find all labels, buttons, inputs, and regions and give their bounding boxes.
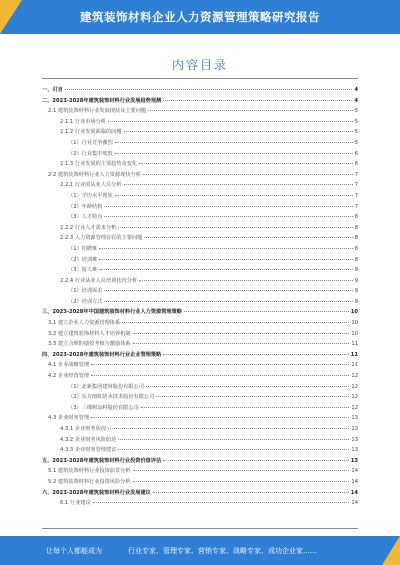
toc-entry-text: 2.2.4 行业从业人员培训状况分析 <box>60 277 138 284</box>
toc-leader-dots <box>148 110 353 111</box>
toc-leader-dots <box>118 449 349 450</box>
toc-heading: 内容目录 <box>171 58 228 72</box>
toc-leader-dots <box>133 333 350 334</box>
toc-entry[interactable] <box>42 128 358 139</box>
toc-entry-text: 2.2.1 行业的从业人员分析 <box>60 182 122 189</box>
toc-leader-dots <box>153 492 349 493</box>
toc-leader-dots <box>99 259 352 260</box>
toc-entry-text: （1）北新集团建材股份有限公司 <box>68 383 144 390</box>
toc-entry[interactable] <box>42 287 358 298</box>
toc-entry[interactable] <box>42 446 358 457</box>
toc-entry[interactable] <box>42 436 358 447</box>
toc-entry[interactable] <box>42 256 358 267</box>
toc-entry[interactable] <box>42 213 358 224</box>
toc-entry[interactable] <box>42 457 358 468</box>
toc-entry-page: 14 <box>350 489 358 496</box>
toc-entry-page: 8 <box>354 224 358 231</box>
toc-entry-page: 10 <box>351 330 358 337</box>
toc-leader-dots <box>108 121 353 122</box>
toc-entry-text: 三、2023-2028年中国建筑装饰材料行业人力资源管理策略 <box>42 309 182 316</box>
toc-entry-page: 13 <box>351 426 358 432</box>
toc-leader-dots <box>104 301 352 302</box>
toc-entry-text: （2）东方雨虹防水技术股份有限公司 <box>68 394 155 401</box>
toc-entry[interactable] <box>42 404 358 415</box>
toc-entry-text: （3）人才特点 <box>68 214 103 221</box>
toc-entry-page: 5 <box>354 108 358 115</box>
toc-entry[interactable] <box>42 489 358 500</box>
toc-leader-dots <box>163 100 352 101</box>
toc-entry[interactable] <box>42 340 358 351</box>
footer-slogan: 让每个人都能成为 <box>46 546 102 555</box>
toc-entry-text: （1）招聘难 <box>68 245 98 252</box>
toc-entry[interactable] <box>42 150 358 161</box>
toc-leader-dots <box>104 206 352 207</box>
toc-entry[interactable] <box>42 351 358 362</box>
toc-entry-page: 8 <box>354 214 358 221</box>
toc-entry-page: 14 <box>351 500 358 507</box>
toc-entry-page: 10 <box>350 309 358 316</box>
header-accent-shape <box>0 0 22 34</box>
toc-entry-text: 4.1 企业战略管理 <box>48 362 90 369</box>
toc-entry-page: 4 <box>354 87 358 93</box>
toc-entry[interactable] <box>42 478 358 489</box>
toc-entry-text: 六、2023-2028年建筑装饰材料行业发展建议 <box>42 489 151 496</box>
toc-entry-page: 9 <box>354 288 358 295</box>
toc-entry[interactable] <box>42 372 358 383</box>
toc-entry-page: 13 <box>351 447 358 454</box>
toc-entry-page: 13 <box>350 457 358 464</box>
toc-entry-text: 5.1 建筑装饰材料行业投资前景分析 <box>48 468 131 475</box>
toc-leader-dots <box>118 227 352 228</box>
toc-entry-page: 12 <box>351 383 358 390</box>
toc-entry[interactable] <box>42 266 358 277</box>
toc-leader-dots <box>143 174 353 175</box>
toc-entry-text: 2.1.2 行业发展面临的问题 <box>60 129 122 136</box>
toc-leader-dots <box>122 322 349 323</box>
toc-entry[interactable] <box>42 425 358 436</box>
toc-entry[interactable] <box>42 383 358 394</box>
toc-entry[interactable] <box>42 160 358 171</box>
toc-entry-text: （1）学历水平现状 <box>68 192 113 199</box>
toc-entry-text: （2）培训方式 <box>68 298 103 305</box>
toc-entry-text: 4.3 企业财务管理 <box>48 415 90 422</box>
toc-leader-dots <box>115 153 353 154</box>
toc-entry-page: 9 <box>354 277 358 284</box>
toc-entry-page: 12 <box>351 373 358 380</box>
toc-entry-page: 12 <box>351 394 358 401</box>
toc-entry[interactable] <box>42 361 358 372</box>
footer-accent-shape <box>382 536 400 565</box>
toc-leader-dots <box>99 248 352 249</box>
toc-leader-dots <box>144 237 352 238</box>
toc-entry-text: （1）行业竞争激烈 <box>68 139 113 146</box>
toc-leader-dots <box>124 131 353 132</box>
toc-entry[interactable] <box>42 467 358 478</box>
toc-entry-text: 3.2 建立建筑装饰材料人才培养机制 <box>48 330 131 337</box>
toc-entry[interactable] <box>42 192 358 203</box>
toc-entry[interactable] <box>42 171 358 182</box>
toc-entry-page: 5 <box>354 118 358 125</box>
toc-entry[interactable] <box>42 245 358 256</box>
toc-entry-page: 11 <box>351 341 358 348</box>
toc-leader-dots <box>146 386 349 387</box>
toc-leader-dots <box>163 460 349 461</box>
toc-entry-page: 8 <box>354 245 358 252</box>
toc-entry-page: 11 <box>350 351 358 358</box>
toc-entry-text: 4.2 企业经营管理 <box>48 373 90 380</box>
toc-entry-page: 9 <box>354 267 358 274</box>
document-header <box>0 0 400 34</box>
toc-entry-text: 6.1 行业建议 <box>60 500 91 507</box>
toc-entry-text: 2.2.3 人力资源管理存在的主要问题 <box>60 235 143 242</box>
toc-entry-text: （1）培训需求 <box>68 288 103 295</box>
toc-entry-text: （2）行业集中度低 <box>68 150 113 157</box>
toc-entry-text: 二、2023-2028年建筑装饰材料行业发展趋势预测 <box>42 97 162 104</box>
toc-entry-text: 2.1.1 行业市场分析 <box>60 118 106 125</box>
toc-entry[interactable] <box>42 118 358 129</box>
toc-entry-page: 13 <box>351 415 358 422</box>
toc-entry-page: 7 <box>354 171 358 178</box>
toc-entry[interactable] <box>42 277 358 288</box>
toc-entry[interactable] <box>42 499 358 510</box>
toc-entry-text: （3）三棵树涂料股份有限公司 <box>68 404 139 411</box>
toc-entry-page: 7 <box>354 192 358 199</box>
toc-entry[interactable] <box>42 107 358 118</box>
toc-top-rule <box>42 78 358 79</box>
toc-entry[interactable] <box>42 319 358 330</box>
toc-entry[interactable] <box>42 97 358 108</box>
table-of-contents <box>42 86 358 526</box>
toc-leader-dots <box>115 195 353 196</box>
toc-entry-text: 2.2.2 行业人才需求分析 <box>60 224 117 231</box>
toc-entry-page: 14 <box>351 468 358 475</box>
toc-leader-dots <box>108 428 349 429</box>
toc-entry-page: 12 <box>351 404 358 411</box>
toc-leader-dots <box>91 364 349 365</box>
toc-leader-dots <box>184 311 349 312</box>
toc-entry-text: 4.3.3 企业财务管理建议 <box>60 447 117 454</box>
toc-entry-text: （3）留人难 <box>68 267 98 274</box>
toc-entry[interactable] <box>42 139 358 150</box>
toc-leader-dots <box>91 417 349 418</box>
toc-entry-text: （2）年龄结构 <box>68 203 103 210</box>
toc-entry-text: 2.1 建筑装饰材料行业发展现状及主要问题 <box>48 108 147 115</box>
toc-entry-text: 2.2 建筑装饰材料行业人力资源现状分析 <box>48 171 141 178</box>
footer-tagline: 行业专家、管理专家、营销专家、战略专家、成功企业家…… <box>128 546 317 555</box>
toc-leader-dots <box>133 470 350 471</box>
toc-entry-text: 一、引言 <box>42 87 63 93</box>
toc-entry-page: 7 <box>354 203 358 210</box>
document-title: 建筑装饰材料企业人力资源管理策略研究报告 <box>80 10 320 24</box>
toc-entry[interactable] <box>42 330 358 341</box>
toc-entry-text: （2）培训难 <box>68 256 98 263</box>
toc-entry-page: 7 <box>354 182 358 189</box>
toc-entry[interactable] <box>42 86 358 97</box>
toc-entry-text: 3.1 建立企业人力资源管理体系 <box>48 320 121 327</box>
toc-entry-page: 13 <box>351 436 358 443</box>
toc-leader-dots <box>104 290 352 291</box>
toc-entry[interactable] <box>42 298 358 309</box>
toc-leader-dots <box>93 502 350 503</box>
toc-entry-page: 4 <box>354 97 358 104</box>
toc-leader-dots <box>115 142 353 143</box>
toc-entry-page: 8 <box>354 235 358 242</box>
toc-entry[interactable] <box>42 224 358 235</box>
toc-entry[interactable] <box>42 181 358 192</box>
toc-leader-dots <box>104 216 352 217</box>
toc-leader-dots <box>65 89 353 90</box>
toc-leader-dots <box>99 269 352 270</box>
toc-leader-dots <box>91 375 349 376</box>
toc-entry-page: 6 <box>354 161 358 168</box>
toc-entry-page: 11 <box>351 362 358 369</box>
toc-leader-dots <box>124 184 353 185</box>
toc-entry[interactable] <box>42 308 358 319</box>
toc-entry-page: 5 <box>354 139 358 146</box>
toc-leader-dots <box>156 396 349 397</box>
toc-leader-dots <box>133 343 350 344</box>
toc-entry[interactable] <box>42 393 358 404</box>
toc-entry-text: 2.1.3 行业发展的主要趋势及变化 <box>60 161 138 168</box>
toc-leader-dots <box>139 280 353 281</box>
toc-leader-dots <box>133 481 350 482</box>
toc-leader-dots <box>163 354 349 355</box>
toc-bottom-rule <box>42 528 358 529</box>
toc-entry-page: 10 <box>351 320 358 327</box>
toc-entry-page: 14 <box>351 478 358 485</box>
toc-entry-page: 6 <box>354 150 358 157</box>
toc-entry[interactable] <box>42 203 358 214</box>
toc-leader-dots <box>141 407 350 408</box>
toc-leader-dots <box>118 439 349 440</box>
toc-entry-text: 五、2023-2028年建筑装饰材料行业投资价值评估 <box>42 457 162 464</box>
toc-entry-text: 3.3 建立合理的绩效考核与激励体系 <box>48 341 131 348</box>
toc-entry-text: 4.3.1 企业财务状况 <box>60 426 106 432</box>
toc-entry-text: 四、2023-2028年建筑装饰材料行业企业管理策略 <box>42 351 162 358</box>
document-footer <box>0 536 400 565</box>
toc-entry-page: 5 <box>354 129 358 136</box>
toc-entry-text: 4.3.2 企业财务风险防范 <box>60 436 117 443</box>
toc-entry[interactable] <box>42 414 358 425</box>
toc-entry[interactable] <box>42 234 358 245</box>
toc-entry-page: 8 <box>354 256 358 263</box>
toc-entry-page: 9 <box>354 298 358 305</box>
toc-entry-text: 5.2 建筑装饰材料行业投资风险分析 <box>48 478 131 485</box>
toc-leader-dots <box>139 163 353 164</box>
